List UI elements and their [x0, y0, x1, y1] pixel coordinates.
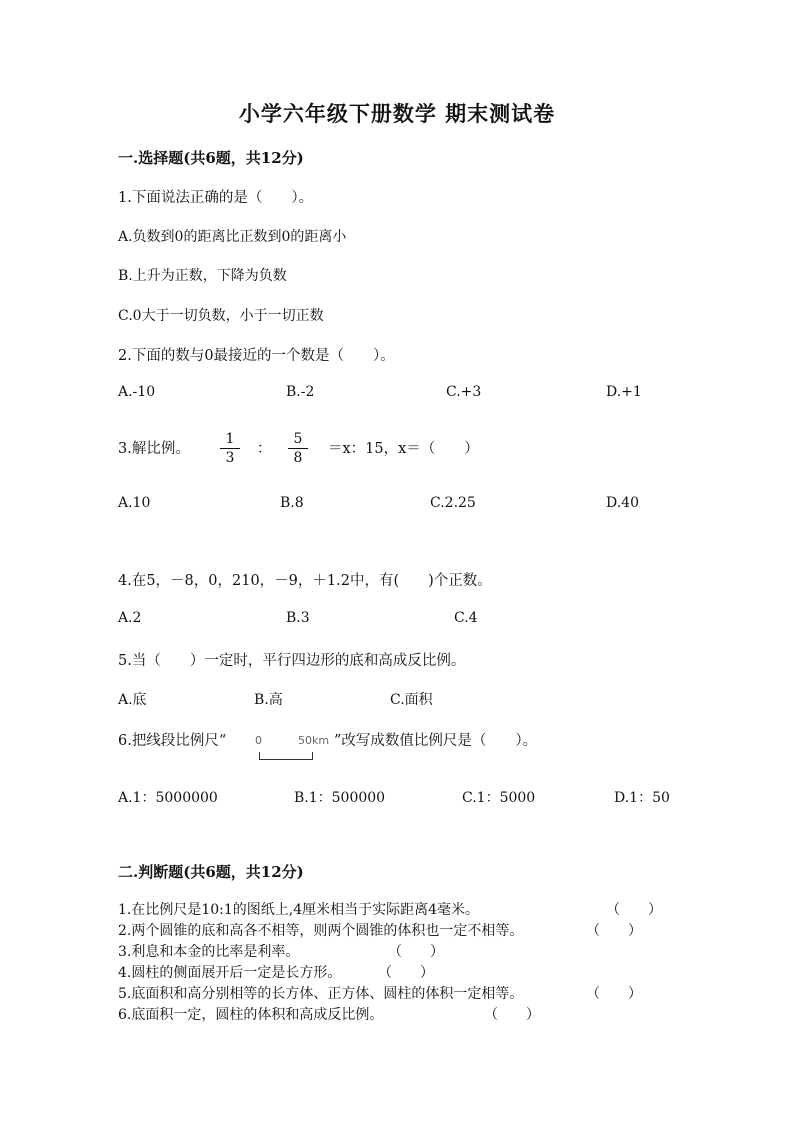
question-1-option-a[interactable]: A.负数到0的距离比正数到0的距离小: [118, 229, 347, 245]
question-2-option-c[interactable]: C.+3: [446, 384, 482, 400]
judge-item-5: 5.底面积和高分别相等的长方体、正方体、圆柱的体积一定相等。: [118, 986, 524, 1002]
fraction-bar: [220, 448, 240, 449]
question-2-option-b[interactable]: B.-2: [286, 384, 315, 400]
scale-start-label: 0: [255, 734, 262, 747]
judge-answer-blank-6[interactable]: （ ）: [484, 1007, 540, 1023]
judge-answer-blank-1[interactable]: （ ）: [606, 902, 662, 918]
question-6-option-b[interactable]: B.1：500000: [294, 790, 386, 806]
section-heading-choice: 一.选择题(共6题，共12分): [118, 149, 304, 167]
fraction-denominator: 3: [225, 450, 235, 466]
question-1-option-b[interactable]: B.上升为正数，下降为负数: [118, 268, 287, 284]
judge-item-2: 2.两个圆锥的底和高各不相等，则两个圆锥的体积也一定不相等。: [118, 923, 524, 939]
judge-answer-blank-5[interactable]: （ ）: [586, 986, 642, 1002]
question-4-option-b[interactable]: B.3: [286, 610, 310, 626]
question-1-option-c[interactable]: C.0大于一切负数，小于一切正数: [118, 308, 324, 324]
question-2-option-a[interactable]: A.-10: [118, 384, 156, 400]
fraction-bar: [288, 448, 308, 449]
judge-answer-blank-2[interactable]: （ ）: [586, 923, 642, 939]
fraction-five-eighths: [288, 431, 308, 466]
section-heading-judge: 二.判断题(共6题，共12分): [118, 863, 304, 881]
question-6-option-d[interactable]: D.1：50: [614, 790, 670, 806]
line-scale-figure: [246, 728, 334, 768]
fraction-numerator: 5: [293, 431, 303, 447]
question-6-stem-suffix: ”改写成数值比例尺是（ ）。: [334, 733, 538, 749]
scale-end-label: 50km: [298, 734, 330, 747]
judge-item-1: 1.在比例尺是10:1的图纸上,4厘米相当于实际距离4毫米。: [118, 902, 480, 918]
judge-item-6: 6.底面积一定，圆柱的体积和高成反比例。: [118, 1007, 384, 1023]
question-6-stem-prefix: 6.把线段比例尺“: [118, 733, 227, 749]
question-3-option-a[interactable]: A.10: [118, 495, 151, 511]
scale-segment: [259, 752, 313, 760]
fraction-numerator: 1: [225, 431, 235, 447]
judge-answer-blank-3[interactable]: （ ）: [388, 944, 444, 960]
question-4-option-a[interactable]: A.2: [118, 610, 142, 626]
judge-item-3: 3.利息和本金的比率是利率。: [118, 944, 300, 960]
question-3-option-c[interactable]: C.2.25: [430, 495, 476, 511]
page-title: 小学六年级下册数学 期末测试卷: [238, 101, 556, 126]
question-6-option-a[interactable]: A.1：5000000: [118, 790, 218, 806]
question-4-option-c[interactable]: C.4: [454, 610, 478, 626]
question-2-option-d[interactable]: D.+1: [606, 384, 642, 400]
question-5-stem: 5.当（ ）一定时，平行四边形的底和高成反比例。: [118, 653, 466, 669]
question-3-stem-suffix: ＝x：15，x＝（ ）: [328, 441, 479, 457]
judge-item-4: 4.圆柱的侧面展开后一定是长方形。: [118, 965, 342, 981]
question-3-stem-prefix: 3.解比例。: [118, 441, 190, 457]
fraction-one-third: [220, 431, 240, 466]
question-5-option-c[interactable]: C.面积: [390, 692, 433, 708]
ratio-colon: ：: [257, 441, 272, 457]
question-6-option-c[interactable]: C.1：5000: [462, 790, 536, 806]
fraction-denominator: 8: [293, 450, 303, 466]
question-5-option-b[interactable]: B.高: [254, 692, 283, 708]
question-3-option-d[interactable]: D.40: [606, 495, 639, 511]
question-2-stem: 2.下面的数与0最接近的一个数是（ ）。: [118, 348, 395, 364]
question-4-stem: 4.在5，－8，0，210，－9，＋1.2中，有( )个正数。: [118, 573, 492, 589]
question-5-option-a[interactable]: A.底: [118, 692, 147, 708]
question-3-option-b[interactable]: B.8: [280, 495, 304, 511]
judge-answer-blank-4[interactable]: （ ）: [378, 965, 434, 981]
question-1-stem: 1.下面说法正确的是（ ）。: [118, 190, 314, 206]
